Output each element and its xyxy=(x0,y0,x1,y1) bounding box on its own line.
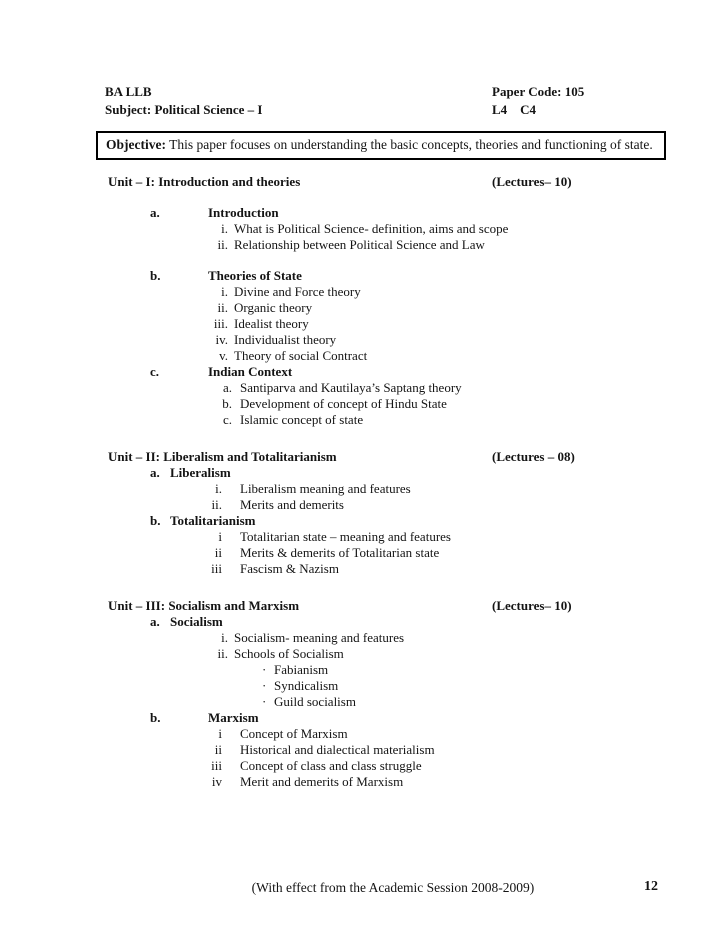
section-label: a. xyxy=(150,205,160,220)
unit-title: Unit – III: Socialism and Marxism xyxy=(108,598,300,613)
item-text: Historical and dialectical materialism xyxy=(240,742,435,757)
section-block xyxy=(0,268,728,364)
section-block xyxy=(0,205,728,253)
section-heading xyxy=(150,364,728,380)
section-heading xyxy=(150,465,728,481)
section-title: Socialism xyxy=(170,614,223,629)
program-name: BA LLB xyxy=(105,84,152,99)
objective-box xyxy=(96,131,666,160)
item-marker: b. xyxy=(222,396,232,411)
item-text: Divine and Force theory xyxy=(234,284,361,299)
item-marker: iv xyxy=(211,774,222,789)
sub-list-item xyxy=(262,678,728,694)
footer-note: (With effect from the Academic Session 2008-2009) xyxy=(251,880,535,895)
section-heading xyxy=(150,614,728,630)
item-marker: c. xyxy=(222,412,232,427)
section-block xyxy=(0,465,728,513)
unit-block xyxy=(0,597,728,790)
item-text: What is Political Science- definition, aims and scope xyxy=(234,221,509,236)
list-item xyxy=(206,396,728,412)
item-text: Fascism & Nazism xyxy=(240,561,339,576)
section-block xyxy=(0,710,728,790)
item-text: Merits and demerits xyxy=(240,497,344,512)
section-items xyxy=(196,481,728,513)
item-text: Totalitarian state – meaning and features xyxy=(240,529,451,544)
item-text: Schools of Socialism xyxy=(234,646,344,661)
section-block xyxy=(0,364,728,428)
section-title: Totalitarianism xyxy=(170,513,256,528)
unit-title: Unit – II: Liberalism and Totalitarianism xyxy=(108,449,337,464)
list-item xyxy=(196,742,728,758)
unit-heading xyxy=(108,597,728,614)
unit-heading xyxy=(108,448,728,465)
item-marker: iv. xyxy=(215,332,228,347)
list-item xyxy=(198,646,728,662)
item-text: Islamic concept of state xyxy=(240,412,364,427)
item-text: Organic theory xyxy=(234,300,313,315)
subject-name: Subject: Political Science – I xyxy=(105,102,263,117)
item-marker: i. xyxy=(221,284,228,299)
item-marker: ii. xyxy=(217,237,228,252)
item-text: Santiparva and Kautilaya’s Saptang theory xyxy=(240,380,462,395)
item-marker: ii xyxy=(214,742,222,757)
unit-lectures: (Lectures– 10) xyxy=(492,598,572,613)
list-item xyxy=(196,529,728,545)
section-label: b. xyxy=(150,268,161,283)
page-footer xyxy=(0,880,728,900)
section-block xyxy=(0,614,728,710)
section-heading xyxy=(150,513,728,529)
unit-heading xyxy=(108,173,728,190)
item-text: Concept of Marxism xyxy=(240,726,348,741)
objective-text: This paper focuses on understanding the basic concepts, theories and functioning of state. xyxy=(169,137,653,152)
section-heading xyxy=(150,268,728,284)
list-item xyxy=(196,758,728,774)
section-title: Theories of State xyxy=(208,268,302,283)
section-label: b. xyxy=(150,710,161,725)
item-marker: iii. xyxy=(213,316,228,331)
item-marker: a. xyxy=(222,380,232,395)
section-heading xyxy=(150,710,728,726)
section-title: Liberalism xyxy=(170,465,231,480)
header-row-2 xyxy=(105,102,728,120)
list-item xyxy=(198,300,728,316)
subitem-text: Guild socialism xyxy=(274,694,356,709)
bullet-icon: · xyxy=(262,694,267,709)
item-text: Individualist theory xyxy=(234,332,337,347)
section-items xyxy=(196,726,728,790)
section-items xyxy=(198,630,728,710)
unit-title: Unit – I: Introduction and theories xyxy=(108,174,301,189)
list-item xyxy=(198,316,728,332)
item-marker: iii xyxy=(211,758,222,773)
item-text: Socialism- meaning and features xyxy=(234,630,405,645)
section-label: c. xyxy=(150,364,160,379)
sub-list-item xyxy=(262,694,728,710)
credits: L4 C4 xyxy=(492,102,537,117)
list-item xyxy=(198,221,728,237)
list-item xyxy=(196,561,728,577)
item-marker: i. xyxy=(221,221,228,236)
section-title: Indian Context xyxy=(208,364,293,379)
item-text: Concept of class and class struggle xyxy=(240,758,422,773)
item-text: Merits & demerits of Totalitarian state xyxy=(240,545,440,560)
list-item xyxy=(196,726,728,742)
item-text: Development of concept of Hindu State xyxy=(240,396,447,411)
section-label: a. xyxy=(150,465,160,480)
list-item xyxy=(196,545,728,561)
section-items xyxy=(206,380,728,428)
section-block xyxy=(0,513,728,577)
item-text: Relationship between Political Science and Law xyxy=(234,237,485,252)
item-text: Theory of social Contract xyxy=(234,348,368,363)
list-item xyxy=(198,332,728,348)
list-item xyxy=(198,237,728,253)
section-title: Marxism xyxy=(208,710,259,725)
section-title: Introduction xyxy=(208,205,279,220)
list-item xyxy=(198,284,728,300)
list-item xyxy=(196,481,728,497)
unit-lectures: (Lectures – 08) xyxy=(492,449,575,464)
list-item xyxy=(196,497,728,513)
item-marker: iii xyxy=(211,561,222,576)
item-text: Idealist theory xyxy=(234,316,309,331)
list-item xyxy=(196,774,728,790)
units-container xyxy=(0,173,728,790)
item-marker: i xyxy=(218,529,222,544)
list-item xyxy=(206,380,728,396)
page-number: 12 xyxy=(644,879,658,894)
section-label: b. xyxy=(150,513,161,528)
item-marker: ii xyxy=(214,545,222,560)
list-item xyxy=(206,412,728,428)
item-text: Liberalism meaning and features xyxy=(240,481,411,496)
unit-block xyxy=(0,173,728,428)
item-text: Merit and demerits of Marxism xyxy=(240,774,404,789)
item-marker: ii. xyxy=(217,646,228,661)
item-marker: v. xyxy=(219,348,228,363)
bullet-icon: · xyxy=(262,678,267,693)
section-items xyxy=(196,529,728,577)
unit-lectures: (Lectures– 10) xyxy=(492,174,572,189)
list-item xyxy=(198,630,728,646)
item-marker: ii. xyxy=(217,300,228,315)
section-label: a. xyxy=(150,614,160,629)
objective-label: Objective: xyxy=(106,137,166,152)
section-items xyxy=(198,221,728,253)
header-row-1 xyxy=(105,84,728,102)
list-item xyxy=(198,348,728,364)
unit-block xyxy=(0,448,728,577)
subitem-text: Fabianism xyxy=(274,662,329,677)
document-header xyxy=(0,0,728,120)
item-marker: i xyxy=(218,726,222,741)
section-items xyxy=(198,284,728,364)
bullet-icon: · xyxy=(262,662,267,677)
item-marker: ii. xyxy=(211,497,222,512)
subitem-text: Syndicalism xyxy=(274,678,339,693)
item-marker: i. xyxy=(215,481,222,496)
paper-code: Paper Code: 105 xyxy=(492,84,585,99)
section-heading xyxy=(150,205,728,221)
sub-list-item xyxy=(262,662,728,678)
item-marker: i. xyxy=(221,630,228,645)
